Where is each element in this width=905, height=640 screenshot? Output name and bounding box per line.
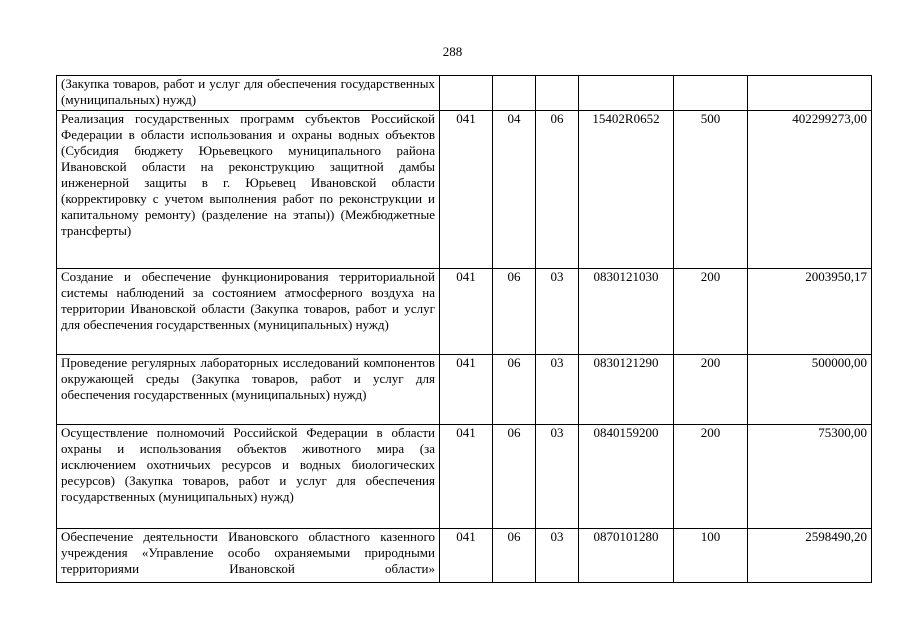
table-row — [57, 425, 872, 529]
section-code-cell: 04 — [493, 111, 536, 269]
table-row — [57, 269, 872, 355]
table-row — [57, 355, 872, 425]
row-description: Создание и обеспечение функционирования территориальной системы наблюдений за состоянием атмосферного воздуха на территории Ивановской области (Закупка товаров, работ и услуг для обеспечения государственных (муниципальных) нужд) — [57, 269, 440, 355]
amount-cell: 75300,00 — [748, 425, 872, 529]
admin-code-cell: 041 — [440, 111, 493, 269]
amount-cell — [748, 76, 872, 111]
target-article-cell: 15402R0652 — [579, 111, 674, 269]
amount-cell: 402299273,00 — [748, 111, 872, 269]
budget-table — [56, 75, 872, 583]
admin-code-cell: 041 — [440, 269, 493, 355]
amount-cell: 2003950,17 — [748, 269, 872, 355]
target-article-cell — [579, 76, 674, 111]
expense-type-cell: 100 — [674, 529, 748, 583]
subsection-code-cell: 03 — [536, 269, 579, 355]
expense-type-cell — [674, 76, 748, 111]
expense-type-cell: 200 — [674, 355, 748, 425]
target-article-cell: 0830121030 — [579, 269, 674, 355]
expense-type-cell: 200 — [674, 425, 748, 529]
admin-code-cell: 041 — [440, 355, 493, 425]
page-number: 288 — [442, 44, 463, 59]
row-description: Обеспечение деятельности Ивановского областного казенного учреждения «Управление особо охраняемыми природными территориями Ивановской области» — [57, 529, 440, 583]
expense-type-cell: 200 — [674, 269, 748, 355]
section-code-cell: 06 — [493, 425, 536, 529]
subsection-code-cell: 03 — [536, 425, 579, 529]
row-description: Осуществление полномочий Российской Федерации в области охраны и использования объектов животного мира (за исключением охотничьих ресурсов и водных биологических ресурсов) (Закупка товаров, работ и услуг для обеспечения государственных (муниципальных) нужд) — [57, 425, 440, 529]
row-description: (Закупка товаров, работ и услуг для обеспечения государственных (муниципальных) нужд) — [57, 76, 440, 111]
section-code-cell: 06 — [493, 269, 536, 355]
admin-code-cell: 041 — [440, 529, 493, 583]
section-code-cell — [493, 76, 536, 111]
target-article-cell: 0830121290 — [579, 355, 674, 425]
subsection-code-cell — [536, 76, 579, 111]
target-article-cell: 0840159200 — [579, 425, 674, 529]
row-description: Реализация государственных программ субъектов Российской Федерации в области использования и охраны водных объектов (Субсидия бюджету Юрьевецкого муниципального района Ивановской области на реконструкцию защитной дамбы инженерной защиты в г. Юрьевец Ивановской области (корректировку с учетом выполнения работ по реконструкции и капитальному ремонту) (разделение на этапы)) (Межбюджетные трансферты) — [57, 111, 440, 269]
section-code-cell: 06 — [493, 529, 536, 583]
target-article-cell: 0870101280 — [579, 529, 674, 583]
subsection-code-cell: 03 — [536, 529, 579, 583]
row-description: Проведение регулярных лабораторных исследований компонентов окружающей среды (Закупка товаров, работ и услуг для обеспечения государственных (муниципальных) нужд) — [57, 355, 440, 425]
amount-cell: 2598490,20 — [748, 529, 872, 583]
table-row — [57, 111, 872, 269]
subsection-code-cell: 03 — [536, 355, 579, 425]
section-code-cell: 06 — [493, 355, 536, 425]
subsection-code-cell: 06 — [536, 111, 579, 269]
admin-code-cell: 041 — [440, 425, 493, 529]
amount-cell: 500000,00 — [748, 355, 872, 425]
table-row — [57, 76, 872, 111]
table-row — [57, 529, 872, 583]
admin-code-cell — [440, 76, 493, 111]
expense-type-cell: 500 — [674, 111, 748, 269]
